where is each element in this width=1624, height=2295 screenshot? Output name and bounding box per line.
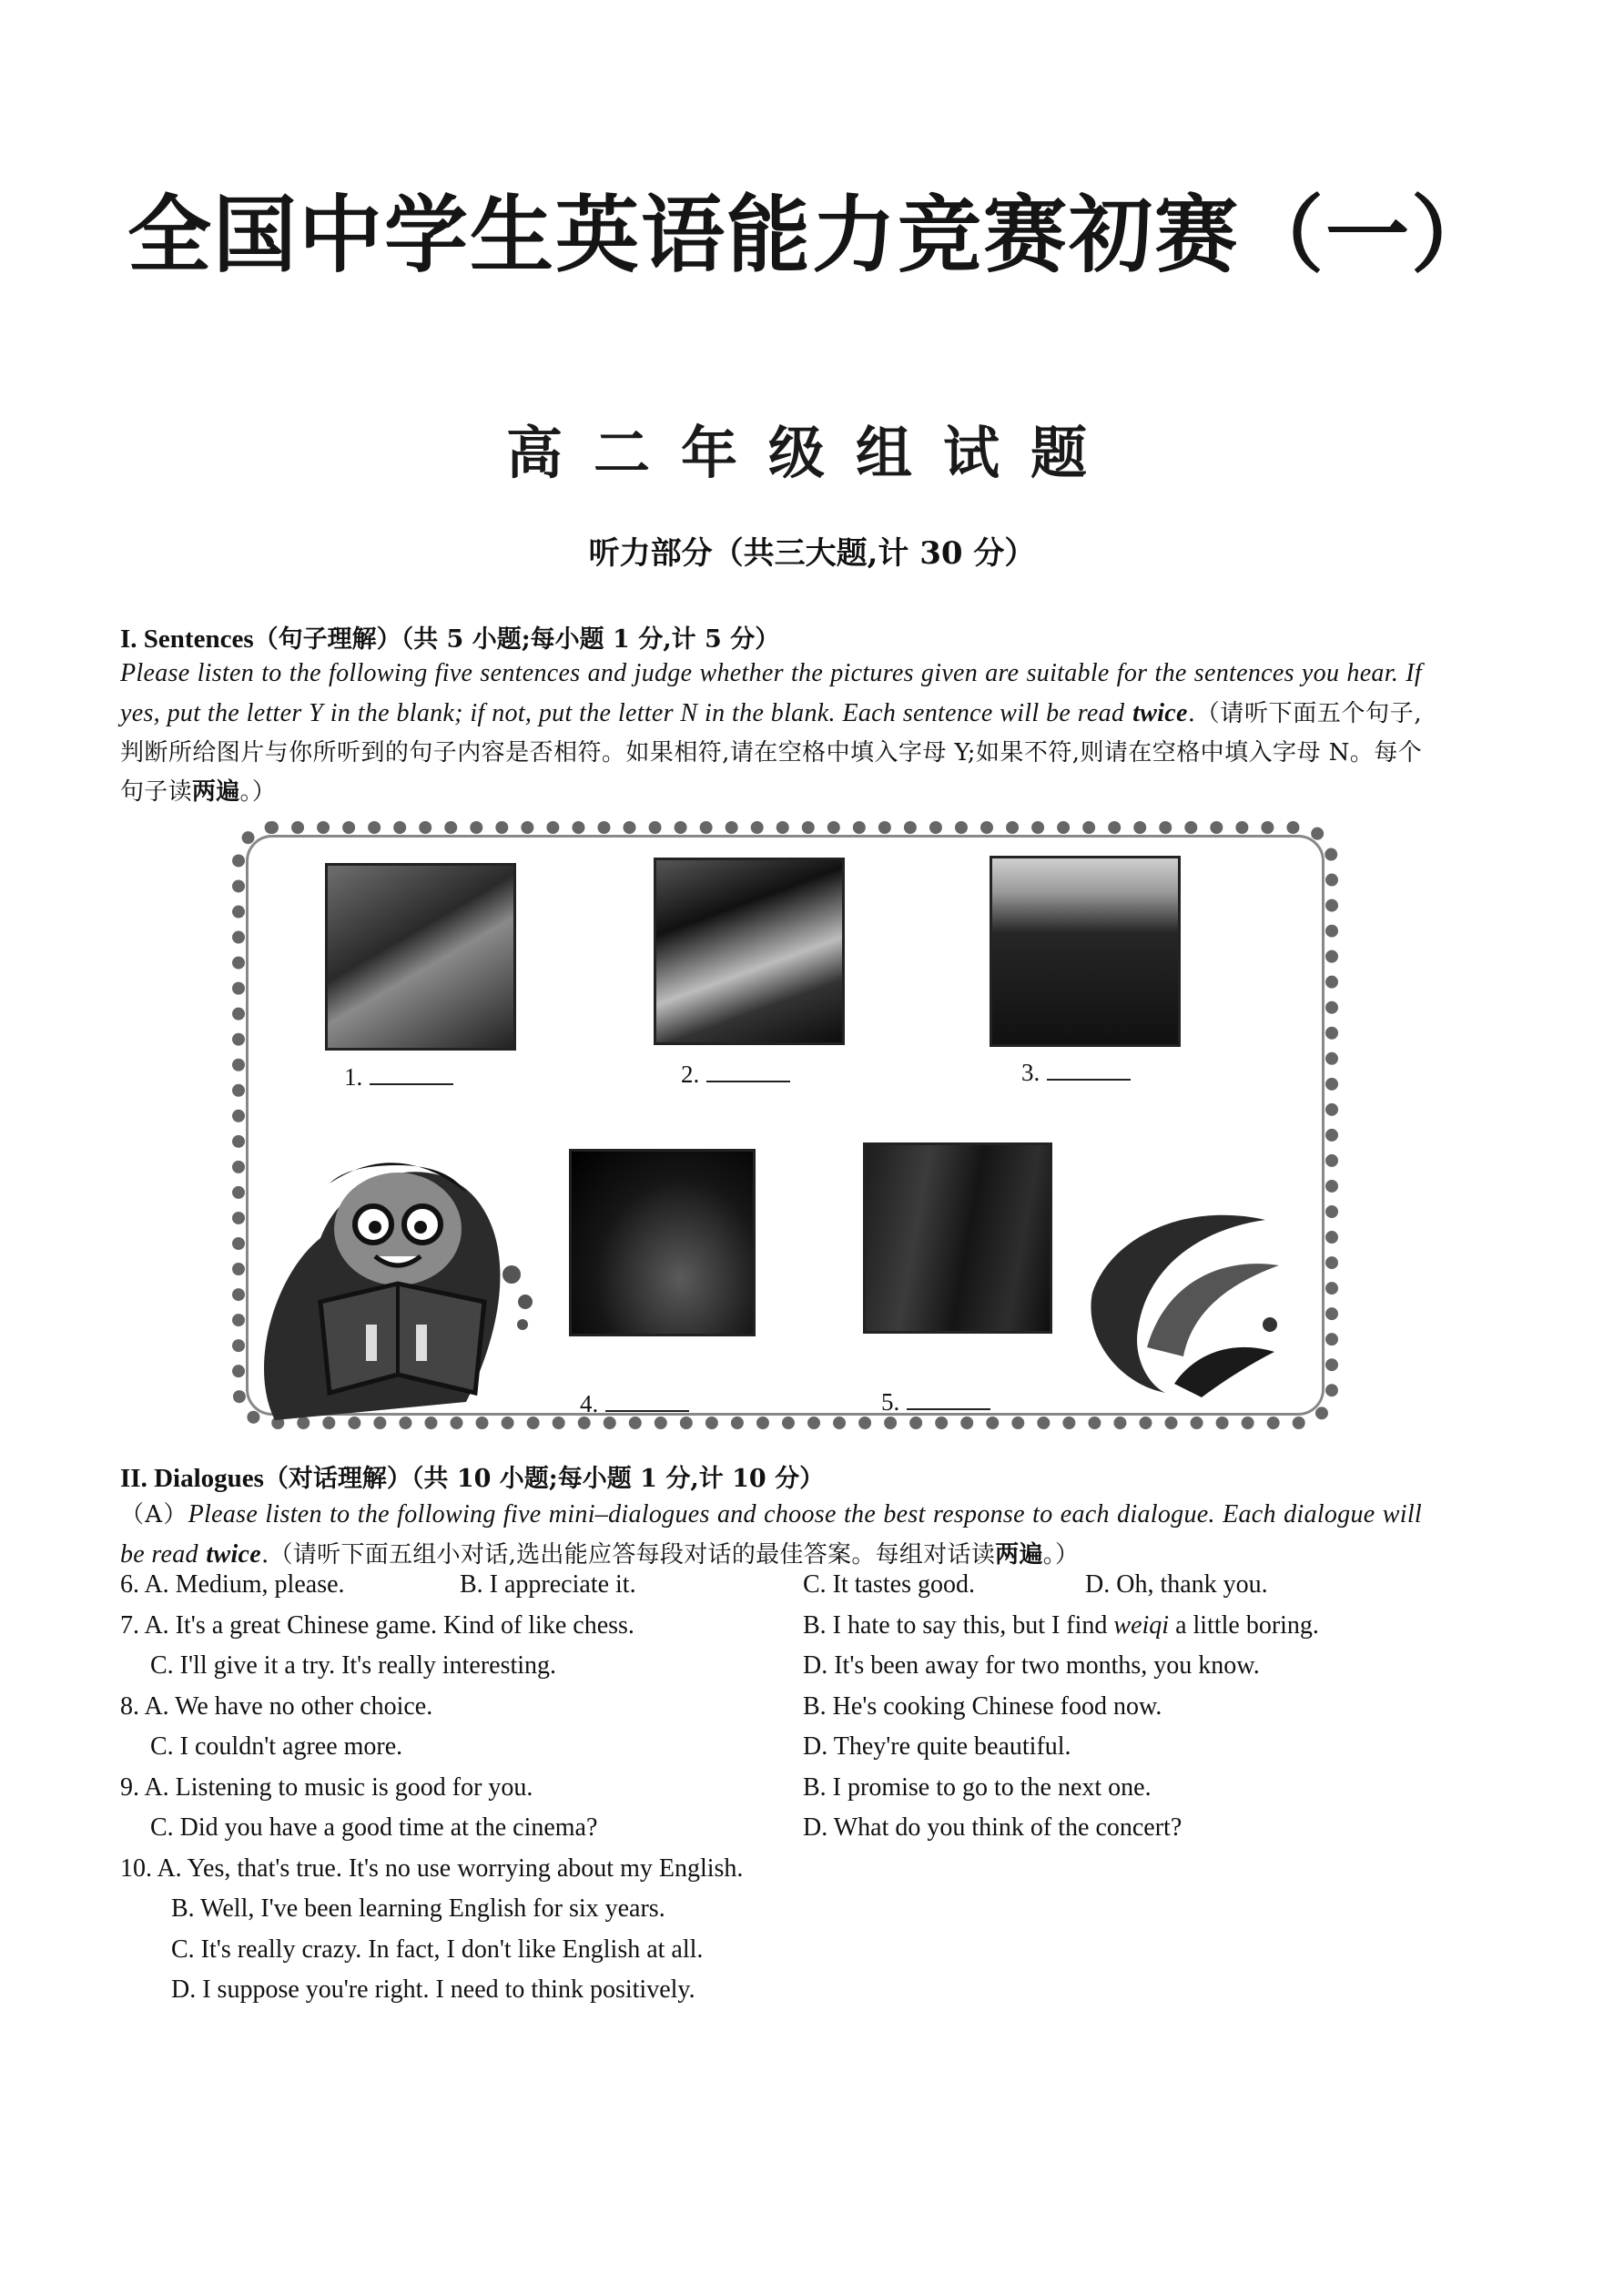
dialogue-option-line: D. It's been away for two months, you know. bbox=[803, 1651, 1260, 1680]
dialogue-option-line: C. Did you have a good time at the cinema? bbox=[150, 1813, 598, 1842]
dialogue-option-line: D. They're quite beautiful. bbox=[803, 1732, 1071, 1761]
section1-instructions bbox=[120, 654, 1422, 812]
picture-2-label: 2. bbox=[681, 1061, 790, 1089]
listening-part-heading: 听力部分（共三大题,计 30 分） bbox=[588, 535, 1036, 572]
picture-3-label: 3. bbox=[1021, 1059, 1131, 1087]
section2-title-cn: （对话理解）（共 10 小题;每小题 1 分,计 10 分） bbox=[263, 1465, 825, 1493]
sub-title: 高二年级组试题 bbox=[505, 420, 1118, 486]
dialogue-option-line: D. Oh, thank you. bbox=[1085, 1570, 1268, 1599]
section1-twice: twice bbox=[1132, 699, 1188, 727]
section2-twice: twice bbox=[206, 1540, 261, 1569]
dialogue-option-line: B. Well, I've been learning English for six years. bbox=[171, 1894, 665, 1923]
section2-heading bbox=[120, 1458, 824, 1494]
dialogue-option-line: B. He's cooking Chinese food now. bbox=[803, 1691, 1162, 1721]
dialogue-option-line: D. What do you think of the concert? bbox=[803, 1813, 1182, 1842]
picture-5 bbox=[863, 1142, 1052, 1334]
section1-heading bbox=[120, 619, 779, 655]
section1-instruction-cn-bold: 两遍 bbox=[191, 778, 240, 806]
section1-instruction-cn: .（请听下面五个句子,判断所给图片与你所听到的句子内容是否相符。如果相符,请在空格中填入字母 Y;如果不符,则请在空格中填入字母 N。每个句子读 bbox=[120, 700, 1422, 806]
dialogue-option-line: 9. A. Listening to music is good for you. bbox=[120, 1772, 533, 1802]
ink-splash-illustration bbox=[1083, 1202, 1293, 1411]
section1-instruction-en: Please listen to the following five sentences and judge whether the pictures given are suitable for the sentences you hear. If yes, put the letter Y in the blank; if not, put the letter N in the blank. Each sentence will be read bbox=[120, 659, 1422, 727]
dialogue-option-line: C. I couldn't agree more. bbox=[150, 1732, 403, 1761]
section2-instruction-cn-end: 。） bbox=[1042, 1541, 1080, 1569]
dialogue-option-line: 10. A. Yes, that's true. It's no use worrying about my English. bbox=[120, 1853, 744, 1883]
picture-5-label: 5. bbox=[881, 1388, 990, 1417]
dialogue-option-line: 8. A. We have no other choice. bbox=[120, 1691, 433, 1721]
section2-instruction-cn: .（请听下面五组小对话,选出能应答每段对话的最佳答案。每组对话读 bbox=[261, 1541, 996, 1569]
girl-reading-illustration bbox=[239, 1129, 548, 1429]
dialogue-option-line: 7. A. It's a great Chinese game. Kind of like chess. bbox=[120, 1610, 634, 1640]
section2-instruction-en: Please listen to the following five mini–dialogues and choose the best response to each dialogue. Each dialogue will be read bbox=[120, 1500, 1422, 1569]
main-title: 全国中学生英语能力竞赛初赛（一） bbox=[127, 187, 1497, 284]
dialogue-option-line: C. I'll give it a try. It's really interesting. bbox=[150, 1651, 557, 1680]
dialogue-option-line: C. It tastes good. bbox=[803, 1570, 975, 1599]
picture-4 bbox=[569, 1149, 756, 1336]
picture-2 bbox=[654, 858, 845, 1045]
picture-4-label: 4. bbox=[580, 1390, 689, 1418]
dialogue-option-line: C. It's really crazy. In fact, I don't like English at all. bbox=[171, 1935, 704, 1964]
dialogue-option-line: B. I hate to say this, but I find weiqi a little boring. bbox=[803, 1610, 1319, 1640]
dialogue-option-line: D. I suppose you're right. I need to think positively. bbox=[171, 1975, 695, 2004]
picture-1-label: 1. bbox=[344, 1063, 453, 1092]
answer-blank-2[interactable] bbox=[706, 1061, 790, 1082]
answer-blank-1[interactable] bbox=[370, 1063, 453, 1085]
section1-title-cn: （句子理解）（共 5 小题;每小题 1 分,计 5 分） bbox=[253, 625, 780, 654]
section2-instructions bbox=[120, 1495, 1422, 1575]
dialogue-option-line: 6. A. Medium, please. bbox=[120, 1570, 345, 1599]
section1-instruction-cn-end: 。） bbox=[239, 778, 277, 806]
picture-1 bbox=[325, 863, 516, 1051]
section2-title-en: II. Dialogues bbox=[120, 1464, 264, 1493]
answer-blank-4[interactable] bbox=[605, 1390, 689, 1412]
dialogue-option-line: B. I promise to go to the next one. bbox=[803, 1772, 1152, 1802]
section1-title-en: I. Sentences bbox=[120, 625, 254, 654]
picture-3 bbox=[990, 856, 1181, 1047]
section2-instruction-cn-bold: 两遍 bbox=[995, 1541, 1043, 1569]
answer-blank-3[interactable] bbox=[1047, 1059, 1131, 1081]
answer-blank-5[interactable] bbox=[907, 1388, 990, 1410]
section2-part-a-prefix: （A） bbox=[120, 1501, 188, 1528]
dialogue-option-line: B. I appreciate it. bbox=[460, 1570, 636, 1599]
